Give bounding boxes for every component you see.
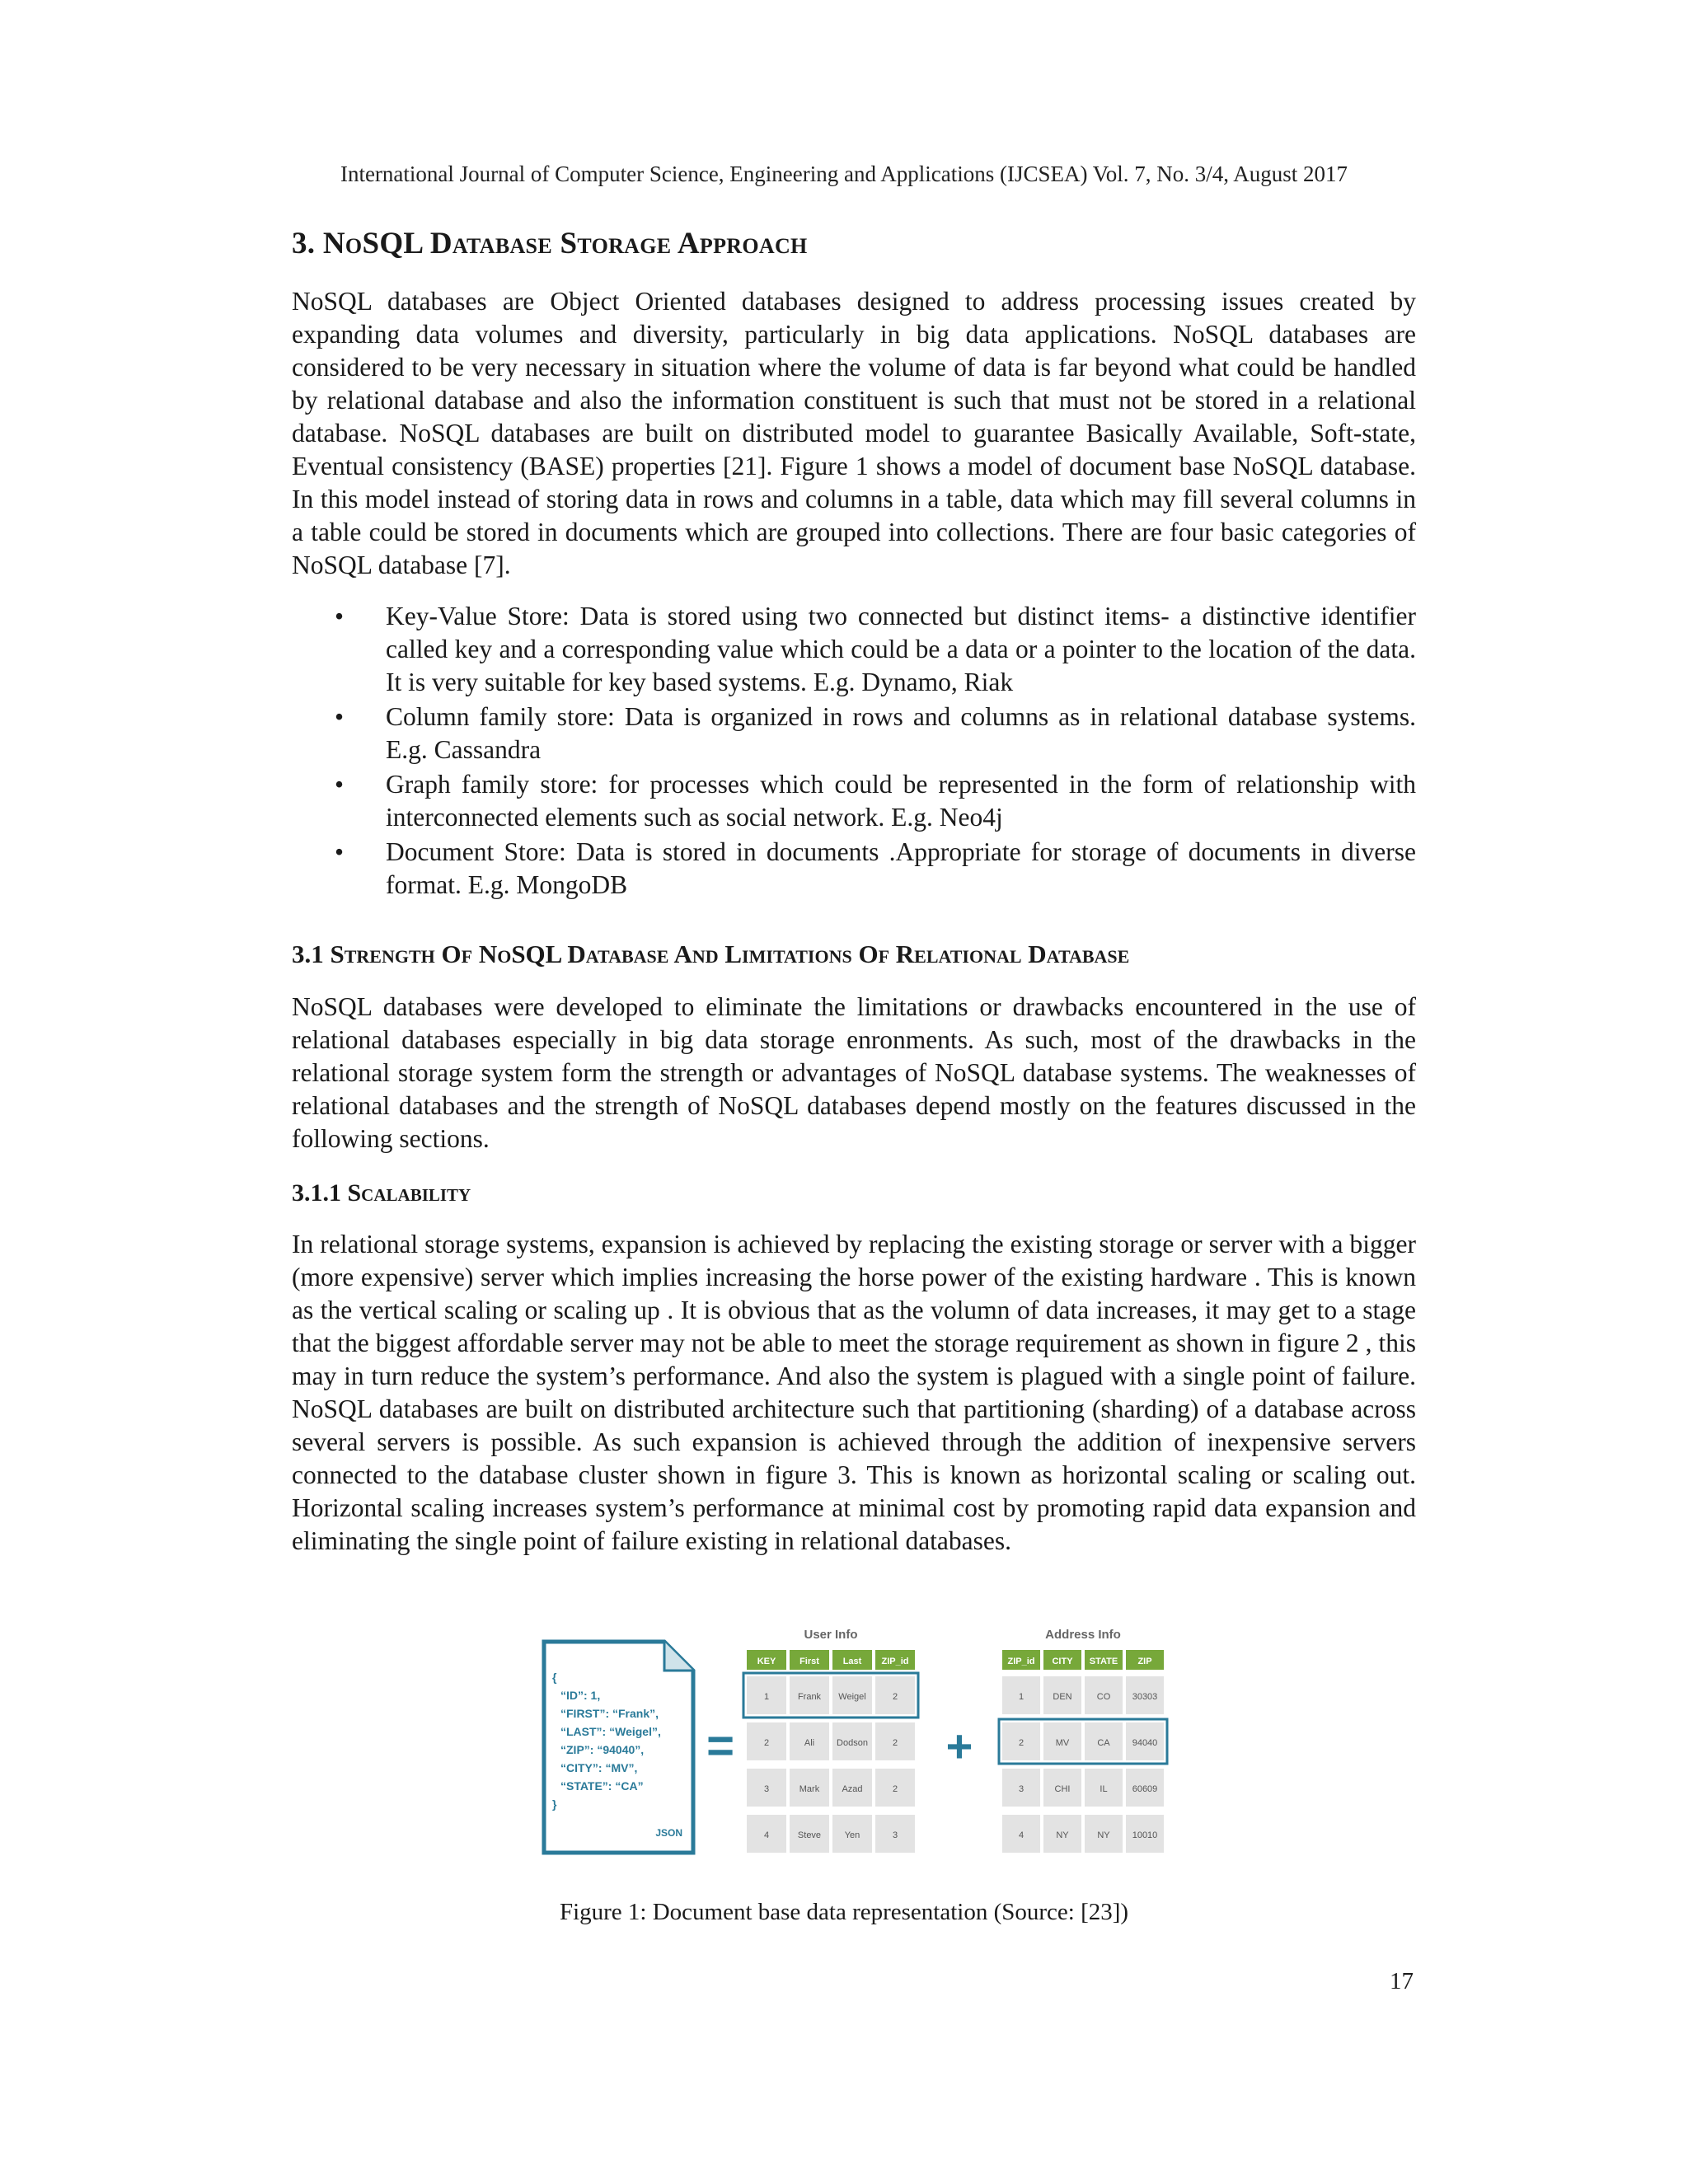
header-label: ZIP_id: [1007, 1657, 1035, 1666]
bullet-icon: •: [335, 837, 345, 866]
section-3-1-1-heading: 3.1.1 Scalability: [292, 1179, 471, 1207]
page-number: 17: [1390, 1968, 1414, 1994]
document-fold-icon: [664, 1642, 693, 1671]
cell-value: 3: [763, 1784, 770, 1794]
header-label: CITY: [1052, 1657, 1073, 1666]
cell-value: Steve: [797, 1830, 822, 1840]
address-info-table: [999, 1628, 1167, 1853]
bullet-text: Graph family store: for processes which could be represented in the form of relationship with interconnected elements such as social network. E.g. Neo4j: [386, 770, 1416, 832]
figure-1: [541, 1624, 1184, 1863]
figure-1-caption: Figure 1: Document base data representation (Source: [23]): [559, 1899, 1129, 1925]
json-line: “FIRST”: “Frank”,: [560, 1707, 659, 1720]
cell-value: Weigel: [838, 1692, 866, 1702]
json-line: “ZIP”: “94040”,: [560, 1743, 645, 1756]
cell-value: 10010: [1132, 1830, 1158, 1840]
cell-value: 3: [892, 1830, 898, 1840]
header-label: ZIP_id: [881, 1657, 909, 1666]
json-line: }: [552, 1797, 557, 1811]
cell-value: Ali: [804, 1738, 815, 1748]
section-3-heading: 3. NoSQL Database Storage Approach: [292, 227, 808, 260]
cell-value: DEN: [1053, 1692, 1072, 1702]
cell-value: IL: [1100, 1784, 1108, 1794]
user-info-table: [743, 1628, 918, 1853]
cell-value: Azad: [842, 1784, 863, 1794]
bullet-icon: •: [335, 770, 345, 799]
bullet-text: Key-Value Store: Data is stored using two connected but distinct items- a distinctive identifier called key and a corresponding value which could be a data or a pointer to the location of the data. It is very suitable for key based systems. E.g. Dynamo, Riak: [386, 602, 1416, 696]
section-3-1-paragraph: NoSQL databases were developed to eliminate the limitations or drawbacks encountered in the use of relational databases especially in big data storage enronments. As such, most of the drawbacks in the relational storage system form the strength or advantages of NoSQL database systems. The weaknesses of relational databases and the strength of NoSQL databases depend mostly on the features discussed in the following sections.: [292, 992, 1416, 1153]
header-label: First: [799, 1657, 819, 1666]
cell-value: Dodson: [837, 1738, 868, 1748]
cell-value: 1: [1018, 1692, 1025, 1702]
cell-value: 2: [892, 1784, 898, 1794]
bullet-text: Column family store: Data is organized in rows and columns as in relational database systems. E.g. Cassandra: [386, 702, 1416, 764]
cell-value: MV: [1055, 1738, 1070, 1748]
cell-value: 2: [892, 1692, 898, 1702]
bullet-icon: •: [335, 602, 345, 630]
cell-value: NY: [1056, 1830, 1069, 1840]
figure-1-diagram: [541, 1624, 1184, 1863]
address-info-title: Address Info: [1045, 1628, 1121, 1642]
json-label: JSON: [655, 1827, 682, 1839]
cell-value: 1: [763, 1692, 770, 1702]
cell-value: 2: [1018, 1738, 1025, 1748]
cell-value: Yen: [844, 1830, 860, 1840]
json-line: “CITY”: “MV”,: [560, 1761, 638, 1774]
list-item: [292, 600, 1416, 699]
cell-value: 30303: [1132, 1692, 1158, 1702]
json-line: “ID”: 1,: [560, 1689, 601, 1702]
cell-value: 2: [763, 1738, 770, 1748]
cell-value: NY: [1097, 1830, 1110, 1840]
cell-value: 60609: [1132, 1784, 1158, 1794]
cell-value: 94040: [1132, 1738, 1158, 1748]
cell-value: CHI: [1054, 1784, 1071, 1794]
bullet-icon: •: [335, 702, 345, 731]
header-label: Last: [842, 1657, 862, 1666]
cell-value: 3: [1018, 1784, 1025, 1794]
journal-header: International Journal of Computer Science, Engineering and Applications (IJCSEA) Vol. 7, No. 3/4, August 2017: [340, 162, 1348, 186]
cell-value: Frank: [797, 1692, 822, 1702]
cell-value: CA: [1097, 1738, 1110, 1748]
header-label: STATE: [1089, 1657, 1118, 1666]
plus-sign: +: [945, 1720, 973, 1772]
nosql-categories-list: [292, 600, 1416, 903]
cell-value: 4: [763, 1830, 770, 1840]
list-item: [292, 701, 1416, 766]
bullet-text: Document Store: Data is stored in documents .Appropriate for storage of documents in diverse format. E.g. MongoDB: [386, 837, 1416, 899]
list-item: [292, 768, 1416, 834]
equals-sign: =: [706, 1719, 734, 1773]
section-3-1-heading: 3.1 Strength Of NoSQL Database And Limitations Of Relational Database: [292, 940, 1130, 968]
header-label: KEY: [757, 1657, 776, 1666]
json-line: {: [552, 1671, 557, 1684]
cell-value: 2: [892, 1738, 898, 1748]
cell-value: CO: [1096, 1692, 1111, 1702]
section-3-1-1-paragraph: In relational storage systems, expansion is achieved by replacing the existing storage or server with a bigger (more expensive) server which implies increasing the horse power of the existing hardware . This is known as the vertical scaling or scaling up . It is obvious that as the volumn of data increases, it may get to a stage that the biggest affordable server may not be able to meet the storage requirement as shown in figure 2 , this may in turn reduce the system’s performance. And also the system is plagued with a single point of failure. NoSQL databases are built on distributed architecture such that partitioning (sharding) of a database across several servers is possible. As such expansion is achieved through the addition of inexpensive servers connected to the database cluster shown in figure 3. This is known as horizontal scaling or scaling out. Horizontal scaling increases system’s performance at minimal cost by promoting rapid data expansion and eliminating the single point of failure existing in relational databases.: [292, 1230, 1416, 1555]
header-label: ZIP: [1137, 1657, 1152, 1666]
list-item: [292, 836, 1416, 902]
json-line: “LAST”: “Weigel”,: [560, 1725, 661, 1738]
json-line: “STATE”: “CA”: [560, 1779, 644, 1793]
section-3-paragraph: NoSQL databases are Object Oriented databases designed to address processing issues created by expanding data volumes and diversity, particularly in big data applications. NoSQL databases are considered to be very necessary in situation where the volume of data is far beyond what could be handled by relational database and also the information constituent is such that must not be stored in a relational database. NoSQL databases are built on distributed model to guarantee Basically Available, Soft-state, Eventual consistency (BASE) properties [21]. Figure 1 shows a model of document base NoSQL database. In this model instead of storing data in rows and columns in a table, data which may fill several columns in a table could be stored in documents which are grouped into collections. There are four basic categories of NoSQL database [7].: [292, 287, 1416, 579]
cell-value: Mark: [799, 1784, 820, 1794]
cell-value: 4: [1018, 1830, 1025, 1840]
user-info-title: User Info: [804, 1628, 858, 1642]
